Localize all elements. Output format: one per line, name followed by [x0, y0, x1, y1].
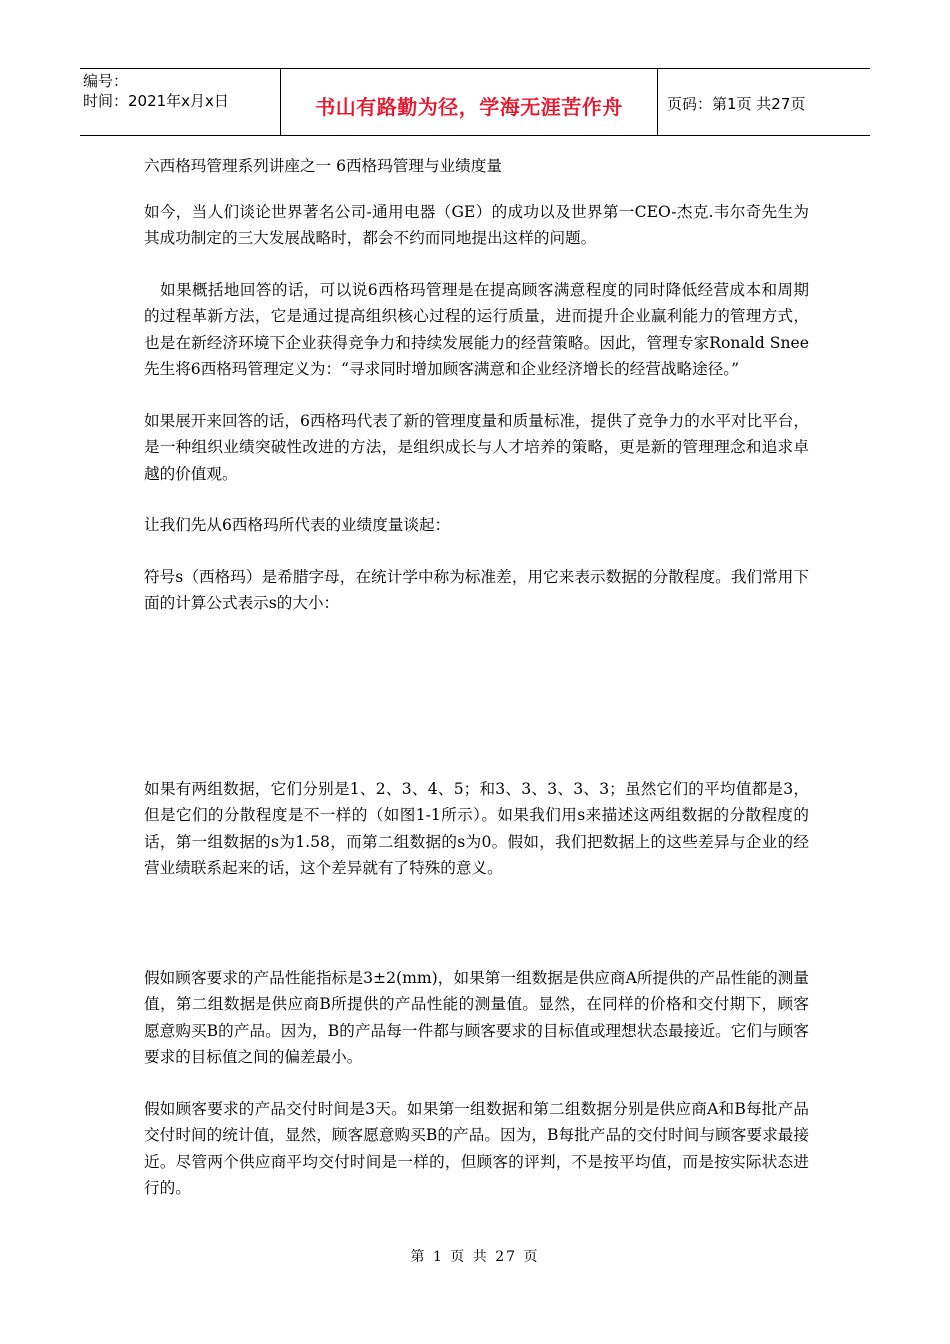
header-info-cell: [80, 69, 281, 135]
paragraph: 让我们先从6西格玛所代表的业绩度量谈起：: [144, 516, 451, 534]
page-footer: [0, 1246, 950, 1266]
page-header: [80, 68, 870, 136]
document-number-label: 编号：: [83, 72, 129, 90]
paragraph: 如果展开来回答的话，6西格玛代表了新的管理度量和质量标准，提供了竞争力的水平对比平台，是一种组织业绩突破性改进的方法，是组织成长与人才培养的策略，更是新的管理理念和追求卓越的价值观。: [144, 411, 809, 483]
header-page-info: 页码：第1页 共27页: [667, 94, 806, 113]
header-motto-cell: [281, 69, 658, 135]
paragraph: 如今，当人们谈论世界著名公司-通用电器（GE）的成功以及世界第一CEO-杰克.韦尔奇先生为其成功制定的三大发展战略时，都会不约而同地提出这样的问题。: [144, 202, 809, 247]
document-body: [144, 153, 809, 1202]
header-motto: 书山有路勤为径，学海无涯苦作舟: [315, 94, 623, 119]
footer-page-number: 第 1 页 共 27 页: [410, 1249, 540, 1265]
paragraph: 如果概括地回答的话，可以说6西格玛管理是在提高顾客满意程度的同时降低经营成本和周期的过程革新方法，它是通过提高组织核心过程的运行质量，进而提升企业赢利能力的管理方式，也是在新经济环境下企业获得竞争力和持续发展能力的经营策略。因此，管理专家Ronald Snee先生将6西格玛管理定义为：“寻求同时增加顾客满意和企业经济增长的经营战略途径。”: [144, 280, 809, 378]
paragraph: 如果有两组数据，它们分别是1、2、3、4、5；和3、3、3、3、3；虽然它们的平均值都是3，但是它们的分散程度是不一样的（如图1-1所示）。如果我们用s来描述这两组数据的分散程度的话，第一组数据的s为1.58，而第二组数据的s为0。假如，我们把数据上的这些差异与企业的经营业绩联系起来的话，这个差异就有了特殊的意义。: [144, 779, 809, 877]
formula-placeholder: [144, 617, 809, 776]
paragraph: 假如顾客要求的产品交付时间是3天。如果第一组数据和第二组数据分别是供应商A和B每批产品交付时间的统计值，显然，顾客愿意购买B的产品。因为，B每批产品的交付时间与顾客要求最接近。尽管两个供应商平均交付时间是一样的，但顾客的评判，不是按平均值，而是按实际状态进行的。: [144, 1099, 809, 1197]
document-title: 六西格玛管理系列讲座之一 6西格玛管理与业绩度量: [144, 157, 502, 175]
header-page-cell: [658, 69, 870, 135]
paragraph: 假如顾客要求的产品性能指标是3±2(mm)，如果第一组数据是供应商A所提供的产品性能的测量值，第二组数据是供应商B所提供的产品性能的测量值。显然，在同样的价格和交付期下，顾客愿意购买B的产品。因为，B的产品每一件都与顾客要求的目标值或理想状态最接近。它们与顾客要求的目标值之间的偏差最小。: [144, 968, 809, 1066]
paragraph: 符号s（西格玛）是希腊字母，在统计学中称为标准差，用它来表示数据的分散程度。我们常用下面的计算公式表示s的大小：: [144, 567, 809, 612]
document-date: 时间：2021年x月x日: [83, 92, 229, 110]
figure-placeholder: [144, 882, 809, 965]
